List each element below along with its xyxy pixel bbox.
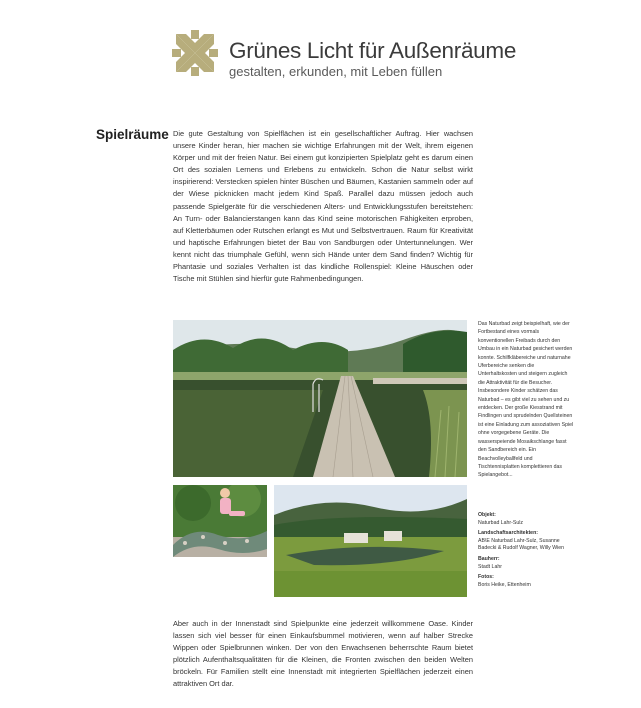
photo-pool-overview — [274, 485, 467, 597]
credit-label: Fotos: — [478, 574, 494, 581]
credit-value: Stadt Lahr — [478, 563, 502, 570]
photo-pier-pool — [173, 320, 467, 477]
photo-caption: Das Naturbad zeigt beispielhaft, wie der Fortbestand eines vormals konventionellen Freibads durch den Umbau in ein Naturbad gesichert werden konnte. Schilfkläbereiche und naturnahe Uferbereiche senken die Unterhaltskosten und steigern zugleich die Attraktivität für die Besucher. Insbesondere Kinder schätzen das Naturbad – es gibt viel zu sehen und zu entdecken. Der große Kiesstrand mit Findlingen und sprudelnden Quellsteinen ist eine Einladung zum assoziativen Spiel ohne vorgegebene Geräte. Die wasserspeiende Mosaikschlange fasst den Sandbereich ein. Ein Beachvolleyballfeld und Tischtennisplatten komplettieren das Spielangebot... — [478, 321, 574, 479]
credit-value: Naturbad Lahr-Sulz — [478, 519, 523, 526]
credit-value: AB\E Naturbad Lahr-Sulz, Susanne Badecki & Rudolf Wagner, Willy Wien — [478, 537, 565, 552]
credit-object — [478, 512, 574, 527]
section-heading: Spielräume — [96, 127, 169, 142]
brand-title: Grünes Licht für Außenräume — [229, 38, 517, 63]
credit-architects — [478, 530, 574, 553]
credit-label: Landschaftsarchitekten: — [478, 530, 538, 537]
brand-logo-icon — [172, 30, 218, 76]
intro-paragraph: Die gute Gestaltung von Spielflächen ist ein gesellschaftlicher Auftrag. Hier wachsen unsere Kinder heran, hier machen sie wichtige Erfahrungen mit der Welt, ihrem eigenen Körper und mit der freien Natur. Bei einem gut konzipierten Spielplatz geht es darum einen Ort des sozialen Lernens und Erlebens zu entwickeln. Schon die Natur selbst wirkt inspirierend: Verstecken spielen hinter Büschen und Bäumen, Kastanien sammeln oder auf der Wiese picknicken macht jedem Kind Spaß. Parallel dazu müssen jedoch auch passende Spielgeräte für die verschiedenen Alters- und Entwicklungsstufen bereitstehen: An Turn- oder Balancierstangen kann das Kind seine motorischen Fähigkeiten erproben, auf Kletterbäumen oder Rutschen erlangt es Mut und Selbstvertrauen. Raum für Kreativität und haptische Erfahrungen bietet der Bau von Sandburgen oder Untertunnelungen. Wer kennt nicht das triumphale Gefühl, wenn sich Hände unter dem Sand finden? Wichtig für Phantasie und soziales Verhalten ist das kindliche Rollenspiel: Kleine Häuschen oder Tische mit Stühlen sind hierfür gute Rahmenbedingungen. — [173, 129, 473, 284]
credit-value: Boris Heike, Ettenheim — [478, 581, 531, 588]
photo-mosaic-snake — [173, 485, 267, 557]
brand-subtitle: gestalten, erkunden, mit Leben füllen — [229, 64, 443, 79]
credit-label: Bauherr: — [478, 555, 500, 562]
credits — [478, 512, 574, 592]
credit-label: Objekt: — [478, 512, 496, 518]
credit-client — [478, 556, 574, 571]
credit-photos — [478, 574, 574, 589]
outro-paragraph: Aber auch in der Innenstadt sind Spielpunkte eine jederzeit willkommene Oase. Kinder lassen sich viel besser für einen Einkaufsbummel motivieren, wenn auf halber Strecke Wippen oder Spielbrunnen winken. Der von den Erwachsenen beherrschte Raum bietet plötzlich Aufenthaltsqualitäten für die Kleinen, die Fronten zwischen den beiden Welten bröckeln. Für Familien stellt eine Innenstadt mit integrierten Spielflächen jederzeit einen attraktiven Ort dar. — [173, 619, 473, 689]
